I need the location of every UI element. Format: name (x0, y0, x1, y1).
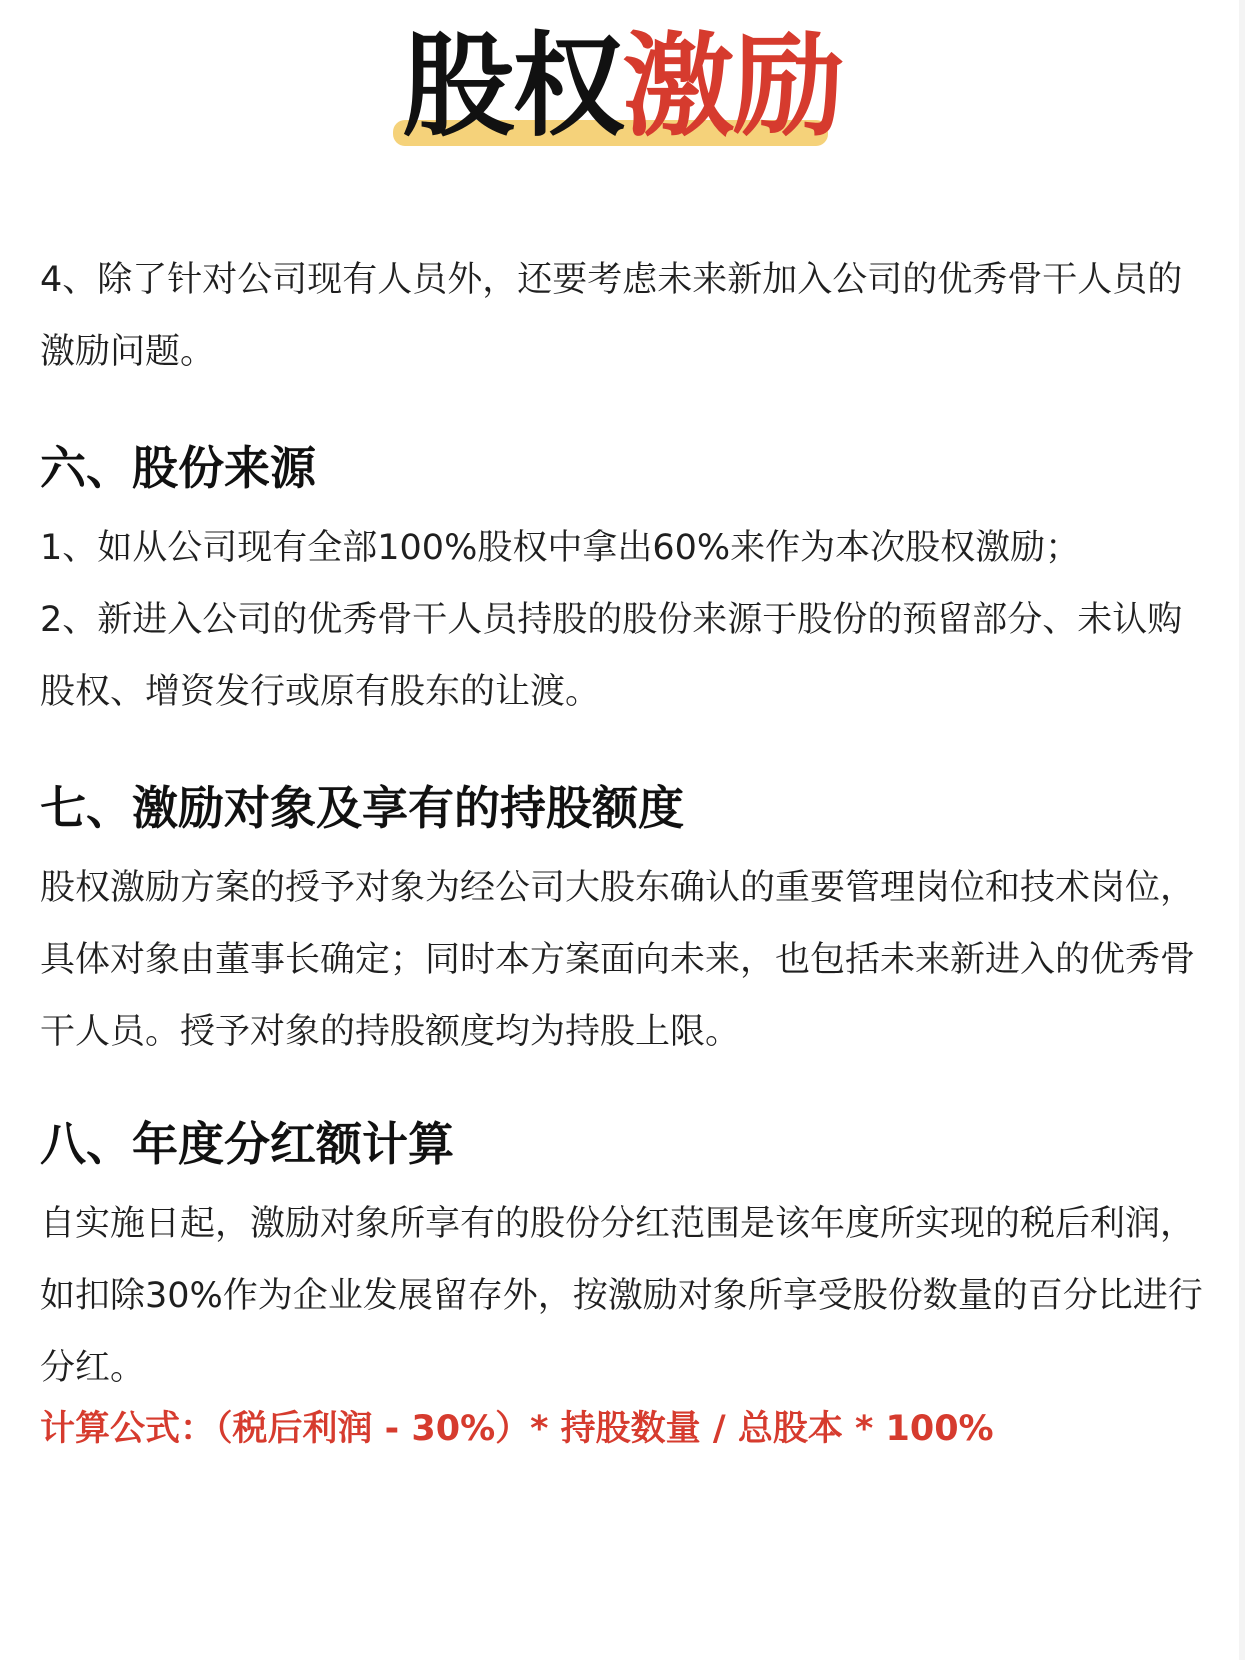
section-8-body (40, 1188, 1210, 1404)
section-6-item-1: 1、如从公司现有全部100%股权中拿出60%来作为本次股权激励； (40, 528, 1081, 568)
page-edge (1239, 0, 1245, 1660)
page-title (0, 22, 1245, 152)
section-6 (40, 438, 1210, 498)
section-6-item-2: 2、新进入公司的优秀骨干人员持股的股份来源于股份的预留部分、未认购股权、增资发行或原有股东的让渡。 (40, 600, 1183, 712)
section-7-body (40, 852, 1210, 1068)
title-part-red: 激励 (622, 22, 843, 152)
intro-block (40, 244, 1210, 388)
formula-block (40, 1404, 1210, 1454)
title-part-black: 股权 (402, 22, 623, 152)
section-6-body (40, 512, 1210, 728)
section-7 (40, 778, 1210, 838)
section-8 (40, 1114, 1210, 1174)
title-text (0, 22, 1245, 152)
section-7-heading: 七、激励对象及享有的持股额度 (40, 781, 684, 835)
section-6-heading: 六、股份来源 (40, 441, 316, 495)
section-8-heading: 八、年度分红额计算 (40, 1117, 454, 1171)
dividend-formula: 计算公式：（税后利润 - 30%）* 持股数量 / 总股本 * 100% (40, 1409, 994, 1449)
section-8-paragraph: 自实施日起，激励对象所享有的股份分红范围是该年度所实现的税后利润，如扣除30%作为企业发展留存外，按激励对象所享受股份数量的百分比进行分红。 (40, 1204, 1203, 1388)
intro-item-4: 4、除了针对公司现有人员外，还要考虑未来新加入公司的优秀骨干人员的激励问题。 (40, 260, 1183, 372)
section-7-paragraph: 股权激励方案的授予对象为经公司大股东确认的重要管理岗位和技术岗位，具体对象由董事长确定；同时本方案面向未来，也包括未来新进入的优秀骨干人员。授予对象的持股额度均为持股上限。 (40, 868, 1196, 1052)
